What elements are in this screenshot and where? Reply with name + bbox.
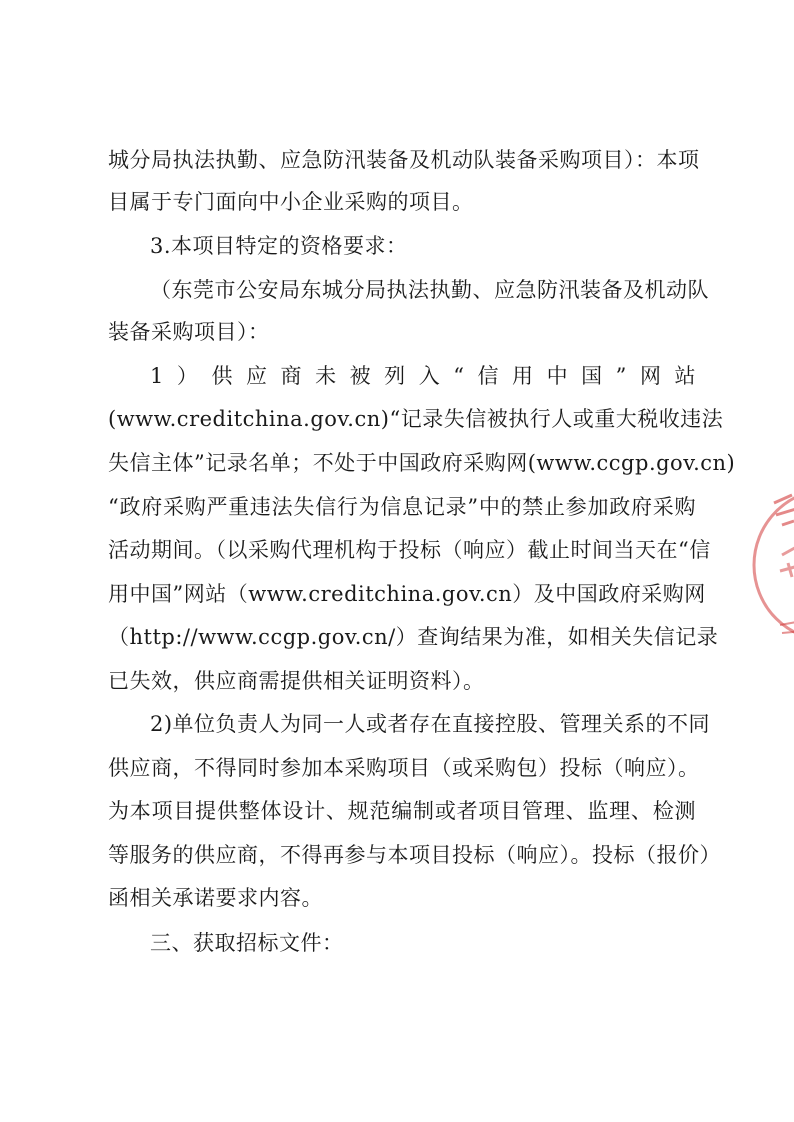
paragraph-line: （http://www.ccgp.gov.cn/）查询结果为准，如相关失信记录 [108, 625, 719, 649]
paragraph-line: 为本项目提供整体设计、规范编制或者项目管理、监理、检测 [108, 799, 696, 823]
section-heading: 3.本项目特定的资格要求： [150, 234, 408, 258]
paragraph-line: 装备采购项目）： [108, 320, 270, 344]
paragraph-line: 失信主体”记录名单；不处于中国政府采购网(www.ccgp.gov.cn) [108, 451, 736, 475]
paragraph-line: 活动期间。（以采购代理机构于投标（响应）截止时间当天在“信 [108, 538, 711, 562]
paragraph-line: 城分局执法执勤、应急防汛装备及机动队装备采购项目）：本项 [108, 148, 700, 172]
paragraph-line: （东莞市公安局东城分局执法执勤、应急防汛装备及机动队 [150, 278, 709, 302]
paragraph-line: (www.creditchina.gov.cn)“记录失信被执行人或重大税收违法 [108, 407, 724, 431]
partial-seal-stamp [752, 485, 794, 665]
paragraph-line: 用中国”网站（www.creditchina.gov.cn）及中国政府采购网 [108, 582, 706, 606]
paragraph-line: 2)单位负责人为同一人或者存在直接控股、管理关系的不同 [150, 712, 711, 736]
paragraph-line: 已失效，供应商需提供相关证明资料）。 [108, 669, 485, 693]
paragraph-line: “政府采购严重违法失信行为信息记录”中的禁止参加政府采购 [108, 495, 696, 519]
paragraph-line: 等服务的供应商，不得再参与本项目投标（响应）。投标（报价） [108, 843, 721, 867]
paragraph-line: 1）供应商未被列入“信用中国”网站 [150, 364, 696, 388]
paragraph-line: 函相关承诺要求内容。 [108, 886, 323, 910]
paragraph-line: 目属于专门面向中小企业采购的项目。 [108, 190, 474, 214]
section-heading: 三、获取招标文件： [150, 931, 344, 955]
paragraph-line: 供应商，不得同时参加本采购项目（或采购包）投标（响应）。 [108, 756, 700, 780]
